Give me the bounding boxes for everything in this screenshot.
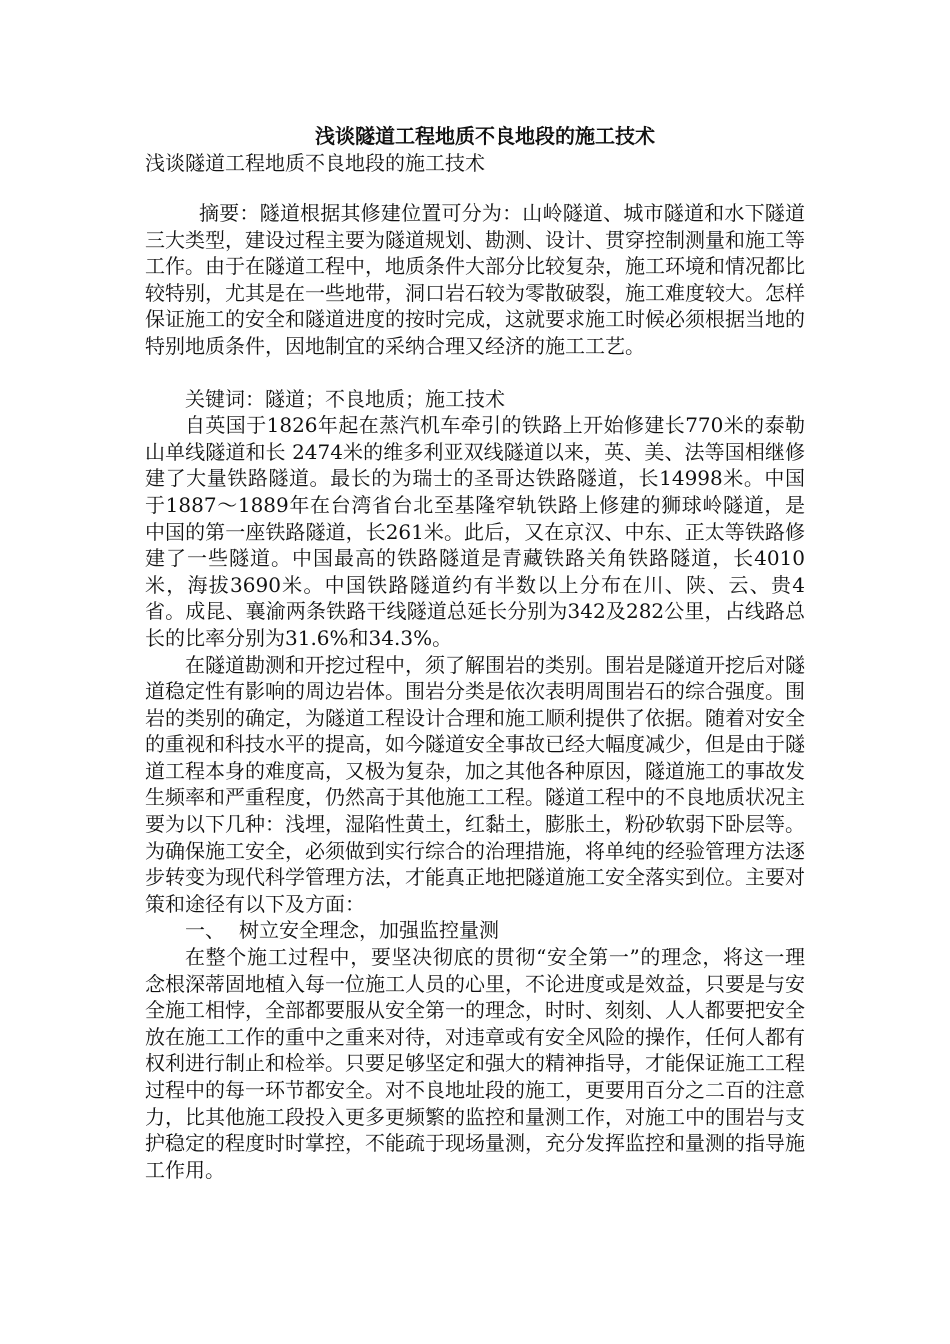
keywords-line: 关键词：隧道；不良地质；施工技术 <box>185 386 505 411</box>
section-heading <box>145 917 805 944</box>
section-heading-text: 树立安全理念，加强监控量测 <box>239 918 499 943</box>
body-paragraph-history: 自英国于1826年起在蒸汽机车牵引的铁路上开始修建长770米的泰勒山单线隧道和长 2474米的维多利亚双线隧道以来，英、美、法等国相继修建了大量铁路隧道。最长的为瑞士的圣哥达铁路隧道，长14998米。中国于1887～1889年在台湾省台北至基隆窄轨铁路上修建的狮球岭隧道，是中国的第一座铁路隧道，长261米。此后，又在京汉、中东、正太等铁路修建了一些隧道。中国最高的铁路隧道是青藏铁路关角铁路隧道，长4010米，海拔3690米。中国铁路隧道约有半数以上分布在川、陕、云、贵4省。成昆、襄渝两条铁路干线隧道总延长分别为342及282公里，占线路总长的比率分别为31.6%和34.3%。 <box>145 413 805 650</box>
document-title: 浅谈隧道工程地质不良地段的施工技术 <box>315 124 655 148</box>
document-body <box>145 122 805 1183</box>
section-number: 一、 <box>185 918 225 943</box>
section-body-paragraph: 在整个施工过程中，要坚决彻底的贯彻“安全第一”的理念，将这一理念根深蒂固地植入每一位施工人员的心里，不论进度或是效益，只要是与安全施工相悖，全部都要服从安全第一的理念，时时、刻刻、人人都要把安全放在施工工作的重中之重来对待，对违章或有安全风险的操作，任何人都有权利进行制止和检举。只要足够坚定和强大的精神指导，才能保证施工工程过程中的每一环节都安全。对不良地址段的施工，更要用百分之二百的注意力，比其他施工段投入更多更频繁的监控和量测工作，对施工中的围岩与支护稳定的程度时时掌控，不能疏于现场量测，充分发挥监控和量测的指导施工作用。 <box>145 945 805 1182</box>
document-subtitle: 浅谈隧道工程地质不良地段的施工技术 <box>145 151 485 175</box>
abstract-paragraph: 摘要：隧道根据其修建位置可分为：山岭隧道、城市隧道和水下隧道三大类型，建设过程主要为隧道规划、勘测、设计、贯穿控制测量和施工等工作。由于在隧道工程中，地质条件大部分比较复杂，施工环境和情况都比较特别，尤其是在一些地带，洞口岩石较为零散破裂，施工难度较大。怎样保证施工的安全和隧道进度的按时完成，这就要求施工时候必须根据当地的特别地质条件，因地制宜的采纳合理又经济的施工工艺。 <box>145 201 805 358</box>
body-paragraph-surrounding-rock: 在隧道勘测和开挖过程中，须了解围岩的类别。围岩是隧道开挖后对隧道稳定性有影响的周边岩体。围岩分类是依次表明周围岩石的综合强度。围岩的类别的确定，为隧道工程设计合理和施工顺利提供了依据。随着对安全的重视和科技水平的提高，如今隧道安全事故已经大幅度减少，但是由于隧道工程本身的难度高，又极为复杂，加之其他各种原因，隧道施工的事故发生频率和严重程度，仍然高于其他施工工程。隧道工程中的不良地质状况主要为以下几种：浅埋，湿陷性黄土，红黏土，膨胀土，粉砂软弱下卧层等。为确保施工安全，必须做到实行综合的治理措施，将单纯的经验管理方法逐步转变为现代科学管理方法，才能真正地把隧道施工安全落实到位。主要对策和途径有以下及方面： <box>145 652 805 916</box>
